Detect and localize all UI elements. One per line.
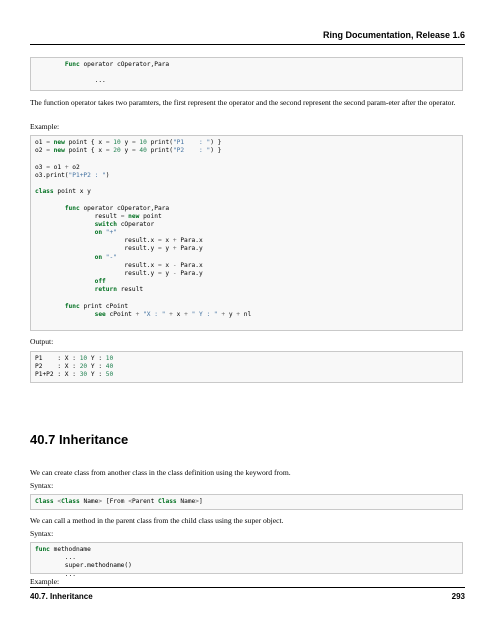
code-line: super.methodname() (35, 562, 132, 570)
paragraph-super-intro: We can call a method in the parent class from the child class using the super object. (30, 516, 284, 525)
code-line: Func operator cOperator,Para (64, 61, 170, 68)
code-line: result = new point (35, 212, 162, 220)
code-line: ... (35, 570, 76, 578)
code-line: o1 = new point { x = 10 y = 10 print("P1 : ") } (35, 139, 222, 146)
code-line: P1 : X : 10 Y : 10 (35, 355, 114, 362)
header-divider (30, 44, 465, 45)
code-line: off (94, 278, 106, 286)
code-line: func print cPoint (64, 302, 129, 310)
code-line (35, 295, 458, 303)
code-block-operator-signature (30, 57, 463, 91)
code-line: P1+P2 : X : 30 Y : 50 (35, 371, 114, 379)
code-block-class-syntax (30, 494, 463, 510)
code-block-example (30, 135, 463, 331)
example-label: Example: (30, 577, 60, 586)
code-line: result.y = y + Para.y (35, 245, 203, 253)
code-block-super-syntax (30, 542, 463, 578)
code-line: func methodname (35, 546, 91, 553)
footer-page-number: 293 (451, 592, 465, 601)
code-line: switch cOperator (94, 220, 155, 228)
paragraph-operator-description: The function operator takes two paramters, the first represent the operator and the second represent the second param-eter after the operator. (30, 98, 456, 107)
code-block-output (30, 351, 463, 383)
code-line (35, 180, 458, 188)
code-line: on "+" (94, 229, 117, 237)
code-line: on "-" (94, 253, 117, 261)
code-line: P2 : X : 20 Y : 40 (35, 363, 114, 371)
code-line: ... (35, 554, 76, 562)
code-line: result.x = x - Para.x (35, 261, 203, 269)
code-line: ... (35, 77, 106, 85)
syntax-label: Syntax: (30, 529, 54, 538)
footer-section-title: 40.7. Inheritance (30, 592, 93, 601)
code-line (35, 155, 458, 163)
code-line: result.y = y - Para.y (35, 270, 203, 277)
output-label: Output: (30, 337, 54, 346)
section-title: Inheritance (58, 432, 129, 447)
code-line (35, 196, 458, 204)
code-line: class point x y (35, 188, 91, 196)
code-line (35, 69, 458, 77)
code-line: Class <Class Name> [From <Parent Class Name>] (35, 498, 203, 505)
syntax-label: Syntax: (30, 481, 54, 490)
section-heading (30, 432, 128, 447)
code-line: return result (94, 286, 144, 294)
footer-divider (30, 587, 465, 588)
example-label: Example: (30, 122, 60, 131)
code-line: result.x = x + Para.x (35, 237, 203, 245)
code-line: o3.print("P1+P2 : ") (35, 171, 110, 179)
running-header-title: Ring Documentation, Release 1.6 (322, 30, 465, 40)
code-line: func operator cOperator,Para (64, 204, 170, 212)
section-number: 40.7 (30, 432, 56, 447)
paragraph-inheritance-intro: We can create class from another class in the class definition using the keyword from. (30, 468, 291, 477)
code-line: o2 = new point { x = 20 y = 40 print("P2 : ") } (35, 147, 222, 155)
code-line: see cPoint + "X : " + x + " Y : " + y + nl (94, 310, 252, 318)
code-line: o3 = o1 + o2 (35, 163, 80, 171)
